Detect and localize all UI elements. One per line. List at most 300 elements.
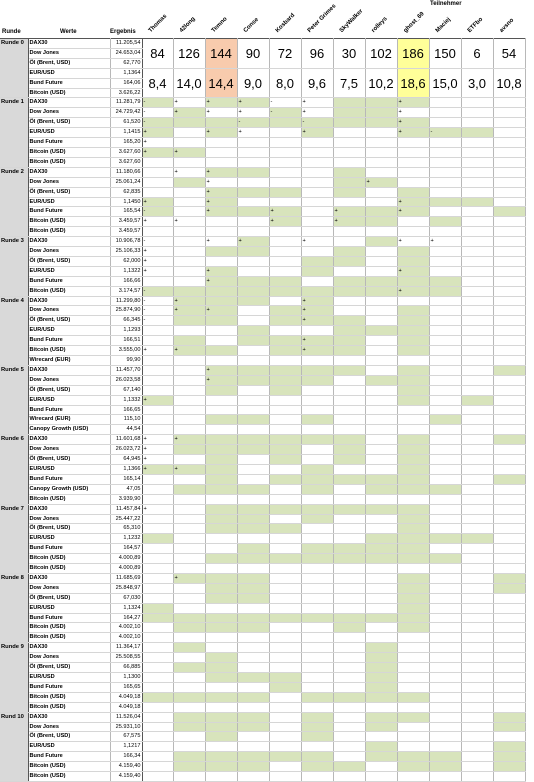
prediction-cell <box>237 484 269 494</box>
prediction-cell <box>365 633 397 643</box>
prediction-cell <box>429 673 461 683</box>
prediction-cell <box>301 217 333 227</box>
prediction-cell <box>333 742 365 752</box>
prediction-cell: - <box>142 316 173 326</box>
metric-name: Bund Future <box>28 613 110 623</box>
prediction-cell <box>173 603 205 613</box>
prediction-cell <box>333 128 365 138</box>
prediction-cell <box>493 554 525 564</box>
prediction-cell <box>205 484 237 494</box>
prediction-cell <box>333 484 365 494</box>
prediction-cell <box>397 722 429 732</box>
prediction-cell <box>142 762 173 772</box>
prediction-cell <box>269 573 301 583</box>
prediction-cell <box>237 147 269 157</box>
metric-value: 1,1232 <box>110 534 142 544</box>
prediction-cell <box>461 385 493 395</box>
prediction-cell <box>365 752 397 762</box>
prediction-cell <box>237 138 269 148</box>
prediction-cell <box>142 772 173 782</box>
metric-value: 166,34 <box>110 752 142 762</box>
prediction-cell: - <box>142 286 173 296</box>
prediction-cell <box>365 455 397 465</box>
prediction-cell <box>237 772 269 782</box>
prediction-cell <box>142 534 173 544</box>
prediction-cell <box>269 544 301 554</box>
prediction-cell <box>205 742 237 752</box>
prediction-cell <box>173 247 205 257</box>
prediction-cell <box>301 633 333 643</box>
prediction-cell <box>397 613 429 623</box>
prediction-cell <box>173 237 205 247</box>
prediction-cell <box>205 682 237 692</box>
prediction-cell <box>237 514 269 524</box>
prediction-cell <box>461 296 493 306</box>
prediction-cell <box>269 663 301 673</box>
prediction-cell <box>173 504 205 514</box>
metric-value: 67,140 <box>110 385 142 395</box>
prediction-cell <box>173 583 205 593</box>
average-score: 3,0 <box>461 68 493 98</box>
prediction-cell <box>493 385 525 395</box>
prediction-cell <box>397 138 429 148</box>
prediction-cell <box>365 682 397 692</box>
prediction-cell: + <box>429 237 461 247</box>
prediction-cell <box>365 762 397 772</box>
prediction-cell <box>142 415 173 425</box>
metric-value: 164,57 <box>110 544 142 554</box>
prediction-cell <box>237 247 269 257</box>
prediction-cell <box>461 663 493 673</box>
total-points: 186 <box>397 39 429 69</box>
prediction-cell <box>205 663 237 673</box>
prediction-cell <box>301 484 333 494</box>
prediction-cell <box>301 138 333 148</box>
metric-name: DAX30 <box>28 712 110 722</box>
prediction-cell <box>461 593 493 603</box>
prediction-cell: + <box>397 266 429 276</box>
metric-name: Öl (Brent, USD) <box>28 118 110 128</box>
prediction-cell <box>397 593 429 603</box>
prediction-cell <box>301 365 333 375</box>
prediction-cell <box>205 534 237 544</box>
metric-name: Bund Future <box>28 78 110 88</box>
prediction-cell <box>142 356 173 366</box>
prediction-cell <box>493 722 525 732</box>
prediction-cell <box>237 742 269 752</box>
prediction-cell <box>333 504 365 514</box>
prediction-cell <box>173 445 205 455</box>
prediction-cell <box>237 564 269 574</box>
prediction-cell <box>142 375 173 385</box>
prediction-cell <box>237 653 269 663</box>
prediction-cell <box>237 375 269 385</box>
prediction-cell <box>365 395 397 405</box>
prediction-cell <box>429 554 461 564</box>
prediction-cell <box>493 237 525 247</box>
prediction-cell <box>493 395 525 405</box>
prediction-cell <box>493 752 525 762</box>
prediction-cell <box>173 682 205 692</box>
prediction-cell <box>365 375 397 385</box>
prediction-cell <box>269 385 301 395</box>
prediction-cell <box>301 445 333 455</box>
prediction-cell <box>301 197 333 207</box>
prediction-cell <box>397 405 429 415</box>
metric-name: Öl (Brent, USD) <box>28 524 110 534</box>
prediction-cell <box>173 474 205 484</box>
prediction-cell <box>333 375 365 385</box>
prediction-cell <box>461 494 493 504</box>
prediction-cell <box>461 673 493 683</box>
prediction-cell <box>365 217 397 227</box>
teilnehmer-label: Teilnehmer <box>430 1 462 7</box>
prediction-cell <box>493 296 525 306</box>
participant-header: Maciej <box>434 16 452 34</box>
metric-value: 1,1324 <box>110 603 142 613</box>
prediction-cell <box>365 692 397 702</box>
prediction-cell <box>237 464 269 474</box>
metric-value: 165,14 <box>110 474 142 484</box>
prediction-cell <box>205 118 237 128</box>
metric-value: 4.159,40 <box>110 762 142 772</box>
prediction-cell <box>269 623 301 633</box>
metric-name: DAX30 <box>28 237 110 247</box>
total-points: 150 <box>429 39 461 69</box>
prediction-cell <box>142 336 173 346</box>
prediction-cell <box>301 643 333 653</box>
prediction-cell <box>237 286 269 296</box>
prediction-cell: + <box>301 336 333 346</box>
prediction-cell <box>333 306 365 316</box>
metric-name: EUR/USD <box>28 395 110 405</box>
prediction-cell <box>461 98 493 108</box>
prediction-cell <box>301 514 333 524</box>
prediction-cell <box>333 197 365 207</box>
prediction-cell <box>429 405 461 415</box>
prediction-cell <box>365 712 397 722</box>
prediction-cell: + <box>397 207 429 217</box>
prediction-cell <box>493 583 525 593</box>
metric-name: Öl (Brent, USD) <box>28 732 110 742</box>
prediction-cell <box>205 256 237 266</box>
prediction-cell <box>493 712 525 722</box>
prediction-cell <box>429 633 461 643</box>
prediction-cell <box>205 147 237 157</box>
prediction-cell <box>301 266 333 276</box>
prediction-cell <box>397 306 429 316</box>
prediction-cell <box>493 484 525 494</box>
metric-name: EUR/USD <box>28 326 110 336</box>
prediction-cell <box>142 514 173 524</box>
prediction-cell <box>365 643 397 653</box>
prediction-cell <box>237 326 269 336</box>
round-label: Runde 0 <box>0 39 28 98</box>
metric-name: DAX30 <box>28 504 110 514</box>
prediction-cell <box>461 712 493 722</box>
prediction-cell <box>142 177 173 187</box>
prediction-cell <box>333 157 365 167</box>
prediction-cell <box>301 276 333 286</box>
prediction-cell <box>333 643 365 653</box>
prediction-cell <box>333 673 365 683</box>
metric-value: 166,66 <box>110 276 142 286</box>
prediction-cell: + <box>205 266 237 276</box>
prediction-cell: + <box>269 217 301 227</box>
prediction-cell <box>429 276 461 286</box>
prediction-cell: + <box>173 464 205 474</box>
prediction-cell <box>429 702 461 712</box>
prediction-cell <box>493 593 525 603</box>
prediction-cell <box>333 256 365 266</box>
prediction-cell <box>237 702 269 712</box>
prediction-cell <box>333 702 365 712</box>
prediction-cell <box>301 564 333 574</box>
metric-value: 3.459,57 <box>110 217 142 227</box>
prediction-cell <box>365 316 397 326</box>
prediction-cell <box>429 207 461 217</box>
prediction-cell: - <box>142 296 173 306</box>
prediction-cell <box>365 474 397 484</box>
prediction-cell: + <box>173 147 205 157</box>
prediction-cell <box>269 365 301 375</box>
prediction-cell <box>365 554 397 564</box>
prediction-cell <box>269 692 301 702</box>
prediction-cell <box>429 752 461 762</box>
metric-name: Wirecard (EUR) <box>28 356 110 366</box>
metric-name: Bund Future <box>28 752 110 762</box>
prediction-cell <box>269 237 301 247</box>
metric-value: 3.626,22 <box>110 88 142 98</box>
prediction-cell <box>429 227 461 237</box>
prediction-cell <box>301 504 333 514</box>
prediction-cell <box>269 197 301 207</box>
prediction-cell <box>173 286 205 296</box>
prediction-cell <box>493 346 525 356</box>
metric-name: Dow Jones <box>28 48 110 58</box>
metric-value: 24.653,04 <box>110 48 142 58</box>
prediction-cell <box>397 494 429 504</box>
metric-value: 165,54 <box>110 207 142 217</box>
prediction-cell <box>269 474 301 484</box>
prediction-cell <box>461 356 493 366</box>
prediction-cell: + <box>301 306 333 316</box>
prediction-cell <box>333 722 365 732</box>
prediction-cell <box>365 405 397 415</box>
prediction-cell <box>269 702 301 712</box>
prediction-cell <box>365 623 397 633</box>
prediction-cell <box>269 306 301 316</box>
metric-value: 166,51 <box>110 336 142 346</box>
prediction-cell <box>397 177 429 187</box>
prediction-cell: + <box>205 237 237 247</box>
prediction-cell: + <box>205 108 237 118</box>
prediction-cell <box>205 157 237 167</box>
prediction-cell <box>461 722 493 732</box>
prediction-cell <box>461 415 493 425</box>
prediction-cell <box>397 544 429 554</box>
prediction-cell <box>333 247 365 257</box>
prediction-cell <box>333 544 365 554</box>
prediction-cell <box>237 762 269 772</box>
prediction-cell <box>397 583 429 593</box>
metric-value: 25.061,24 <box>110 177 142 187</box>
metric-value: 67,030 <box>110 593 142 603</box>
prediction-cell <box>429 306 461 316</box>
prediction-cell <box>269 405 301 415</box>
prediction-cell <box>237 633 269 643</box>
metric-name: Bitcoin (USD) <box>28 692 110 702</box>
prediction-cell <box>269 564 301 574</box>
prediction-cell <box>429 643 461 653</box>
prediction-cell <box>237 435 269 445</box>
prediction-cell <box>365 564 397 574</box>
prediction-cell <box>205 722 237 732</box>
prediction-cell <box>237 217 269 227</box>
prediction-cell <box>365 514 397 524</box>
prediction-cell <box>493 217 525 227</box>
prediction-cell <box>461 395 493 405</box>
prediction-cell <box>205 702 237 712</box>
prediction-cell <box>173 138 205 148</box>
prediction-cell <box>365 673 397 683</box>
prediction-cell <box>269 603 301 613</box>
metric-name: DAX30 <box>28 296 110 306</box>
prediction-cell <box>461 623 493 633</box>
prediction-cell: + <box>205 98 237 108</box>
prediction-cell <box>142 673 173 683</box>
prediction-cell <box>205 772 237 782</box>
prediction-cell <box>365 306 397 316</box>
prediction-cell <box>237 673 269 683</box>
metric-name: Dow Jones <box>28 514 110 524</box>
prediction-cell <box>205 346 237 356</box>
metric-value: 1,1217 <box>110 742 142 752</box>
prediction-cell <box>205 643 237 653</box>
metric-value: 24.729,42 <box>110 108 142 118</box>
prediction-cell <box>269 147 301 157</box>
prediction-cell <box>493 276 525 286</box>
prediction-cell <box>237 167 269 177</box>
prediction-cell <box>397 167 429 177</box>
prediction-cell: + <box>237 98 269 108</box>
prediction-cell <box>173 187 205 197</box>
round-label: Runde 9 <box>0 643 28 712</box>
prediction-cell <box>237 494 269 504</box>
prediction-cell <box>397 762 429 772</box>
prediction-cell <box>493 663 525 673</box>
metric-value: 10.906,78 <box>110 237 142 247</box>
prediction-cell <box>461 207 493 217</box>
prediction-cell <box>493 504 525 514</box>
prediction-cell <box>333 623 365 633</box>
metric-value: 11.299,80 <box>110 296 142 306</box>
prediction-cell <box>173 633 205 643</box>
prediction-cell <box>461 247 493 257</box>
prediction-cell <box>205 692 237 702</box>
prediction-cell <box>365 603 397 613</box>
prediction-cell: + <box>301 296 333 306</box>
prediction-cell <box>173 554 205 564</box>
prediction-cell <box>365 157 397 167</box>
prediction-cell <box>237 415 269 425</box>
prediction-cell <box>333 167 365 177</box>
prediction-cell <box>461 217 493 227</box>
prediction-cell <box>461 573 493 583</box>
prediction-cell <box>301 682 333 692</box>
prediction-cell <box>205 247 237 257</box>
metric-name: Canopy Growth (USD) <box>28 425 110 435</box>
prediction-cell: + <box>173 217 205 227</box>
prediction-cell: + <box>142 445 173 455</box>
prediction-cell: + <box>142 256 173 266</box>
prediction-cell <box>205 217 237 227</box>
prediction-cell <box>333 108 365 118</box>
prediction-cell <box>429 484 461 494</box>
prediction-cell: + <box>173 108 205 118</box>
prediction-cell <box>461 177 493 187</box>
prediction-cell <box>397 256 429 266</box>
metric-value: 1,1366 <box>110 464 142 474</box>
prediction-cell <box>301 732 333 742</box>
prediction-cell <box>173 534 205 544</box>
prediction-cell <box>365 296 397 306</box>
prediction-cell: - <box>142 306 173 316</box>
prediction-cell <box>461 306 493 316</box>
prediction-cell <box>173 673 205 683</box>
metric-name: Bitcoin (USD) <box>28 772 110 782</box>
metric-name: Bund Future <box>28 682 110 692</box>
prediction-cell <box>461 554 493 564</box>
prediction-cell <box>397 385 429 395</box>
prediction-cell <box>429 167 461 177</box>
metric-name: Öl (Brent, USD) <box>28 593 110 603</box>
metric-value: 1,1332 <box>110 395 142 405</box>
prediction-cell <box>205 653 237 663</box>
header-area <box>0 0 534 38</box>
metric-value: 62,000 <box>110 256 142 266</box>
metric-value: 66,345 <box>110 316 142 326</box>
prediction-cell: + <box>173 435 205 445</box>
prediction-cell <box>269 762 301 772</box>
prediction-cell: + <box>205 207 237 217</box>
prediction-cell <box>173 692 205 702</box>
prediction-cell <box>205 504 237 514</box>
prediction-cell <box>397 484 429 494</box>
prediction-cell <box>237 524 269 534</box>
prediction-cell <box>269 772 301 782</box>
metric-value: 11.180,66 <box>110 167 142 177</box>
total-points: 72 <box>269 39 301 69</box>
prediction-cell <box>142 326 173 336</box>
prediction-cell <box>493 682 525 692</box>
prediction-cell <box>142 157 173 167</box>
prediction-cell: + <box>142 217 173 227</box>
average-score: 9,0 <box>237 68 269 98</box>
metric-name: EUR/USD <box>28 197 110 207</box>
prediction-cell <box>333 772 365 782</box>
metric-name: Dow Jones <box>28 722 110 732</box>
prediction-cell: + <box>173 346 205 356</box>
prediction-cell <box>269 395 301 405</box>
prediction-cell <box>173 316 205 326</box>
metric-value: 25.874,90 <box>110 306 142 316</box>
prediction-cell <box>237 732 269 742</box>
prediction-cell <box>493 286 525 296</box>
prediction-cell <box>301 593 333 603</box>
prediction-cell <box>461 405 493 415</box>
prediction-cell <box>493 138 525 148</box>
